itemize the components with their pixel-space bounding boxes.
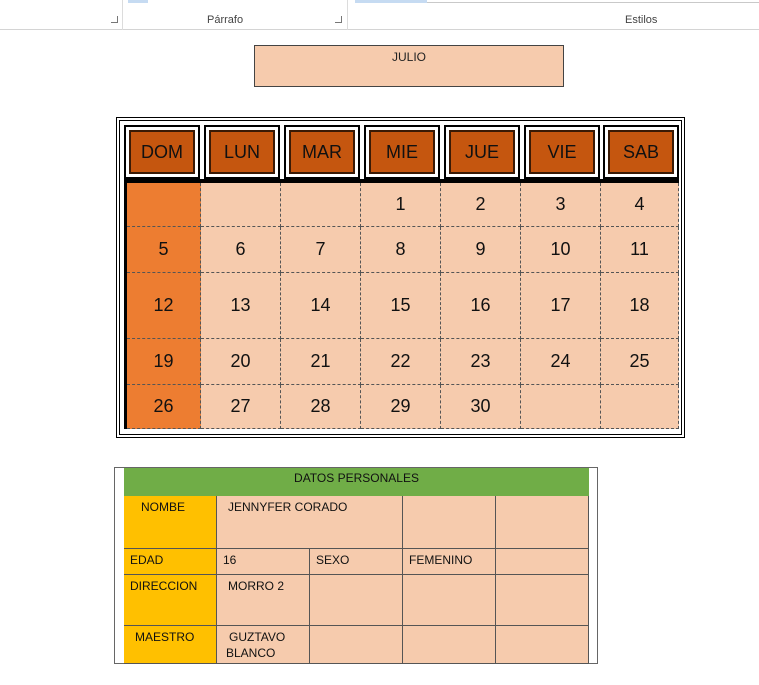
calendar-week-row [127, 385, 679, 429]
day-cell[interactable]: 2 [441, 183, 521, 227]
paragraph-group-label: Párrafo [207, 14, 244, 26]
calendar-week-row [127, 339, 679, 385]
day-cell[interactable]: 11 [601, 227, 679, 273]
day-cell[interactable]: 21 [281, 339, 361, 385]
day-cell[interactable]: 6 [201, 227, 281, 273]
day-cell[interactable] [601, 385, 679, 429]
day-cell[interactable] [521, 385, 601, 429]
day-cell[interactable] [127, 183, 201, 227]
personal-data-title: DATOS PERSONALES [124, 468, 589, 496]
sexo-value[interactable]: FEMENINO [403, 549, 496, 575]
nombre-value[interactable]: JENNYFER CORADO [217, 496, 403, 549]
day-cell[interactable]: 8 [361, 227, 441, 273]
empty-cell[interactable] [403, 496, 496, 549]
empty-cell[interactable] [496, 496, 589, 549]
month-title-box [254, 45, 564, 87]
ribbon-separator [122, 0, 123, 30]
day-cell[interactable]: 28 [281, 385, 361, 429]
edad-label: EDAD [124, 549, 217, 575]
personal-data-table [114, 467, 598, 664]
empty-cell[interactable] [496, 626, 589, 664]
day-cell[interactable]: 23 [441, 339, 521, 385]
empty-cell[interactable] [310, 626, 403, 664]
day-cell[interactable]: 19 [127, 339, 201, 385]
day-cell[interactable]: 9 [441, 227, 521, 273]
day-cell[interactable]: 10 [521, 227, 601, 273]
styles-group-label: Estilos [625, 14, 658, 26]
day-cell[interactable]: 30 [441, 385, 521, 429]
day-cell[interactable] [281, 183, 361, 227]
day-header [524, 125, 600, 179]
day-cell[interactable]: 4 [601, 183, 679, 227]
calendar-week-row [127, 183, 679, 227]
day-header-label: DOM [129, 130, 195, 174]
day-cell[interactable]: 25 [601, 339, 679, 385]
day-header [364, 125, 440, 179]
day-cell[interactable]: 26 [127, 385, 201, 429]
day-cell[interactable]: 24 [521, 339, 601, 385]
day-header-label: VIE [529, 130, 595, 174]
day-cell[interactable]: 1 [361, 183, 441, 227]
day-cell[interactable]: 20 [201, 339, 281, 385]
day-header-label: LUN [209, 130, 275, 174]
styles-gallery[interactable] [355, 0, 759, 3]
day-cell[interactable]: 7 [281, 227, 361, 273]
day-header-label: MIE [369, 130, 435, 174]
sexo-label: SEXO [310, 549, 403, 575]
direccion-value[interactable]: MORRO 2 [217, 575, 310, 626]
calendar-header-row [124, 125, 679, 179]
font-dialog-launcher-icon[interactable] [111, 16, 118, 23]
day-cell[interactable]: 22 [361, 339, 441, 385]
day-cell[interactable]: 29 [361, 385, 441, 429]
ribbon-selection-mark [128, 0, 148, 3]
day-cell[interactable]: 15 [361, 273, 441, 339]
maestro-value-line: GUZTAVO [229, 630, 286, 644]
empty-cell[interactable] [403, 575, 496, 626]
day-cell[interactable] [201, 183, 281, 227]
day-header [444, 125, 520, 179]
ribbon [0, 0, 759, 30]
ribbon-separator [347, 0, 348, 30]
day-header [124, 125, 200, 179]
day-header [603, 125, 679, 179]
day-header-label: MAR [289, 130, 355, 174]
calendar-week-row [127, 273, 679, 339]
paragraph-dialog-launcher-icon[interactable] [335, 16, 342, 23]
day-header-label: JUE [449, 130, 515, 174]
month-title: JULIO [391, 50, 426, 64]
calendar-week-row [127, 227, 679, 273]
nombre-label: NOMBE [124, 496, 217, 549]
empty-cell[interactable] [496, 575, 589, 626]
day-cell[interactable]: 18 [601, 273, 679, 339]
empty-cell[interactable] [403, 626, 496, 664]
day-cell[interactable]: 3 [521, 183, 601, 227]
day-cell[interactable]: 13 [201, 273, 281, 339]
edad-value[interactable]: 16 [217, 549, 310, 575]
maestro-value-line: BLANCO [226, 646, 276, 660]
day-cell[interactable]: 16 [441, 273, 521, 339]
direccion-label: DIRECCION [124, 575, 217, 626]
day-header [284, 125, 360, 179]
day-cell[interactable]: 17 [521, 273, 601, 339]
calendar-table [116, 117, 685, 438]
day-cell[interactable]: 14 [281, 273, 361, 339]
day-cell[interactable]: 5 [127, 227, 201, 273]
day-cell[interactable]: 12 [127, 273, 201, 339]
day-cell[interactable]: 27 [201, 385, 281, 429]
maestro-label: MAESTRO [124, 626, 217, 664]
empty-cell[interactable] [310, 575, 403, 626]
empty-cell[interactable] [496, 549, 589, 575]
calendar-body [124, 183, 679, 429]
day-header [204, 125, 280, 179]
day-header-label: SAB [608, 130, 674, 174]
maestro-value[interactable] [217, 626, 310, 664]
